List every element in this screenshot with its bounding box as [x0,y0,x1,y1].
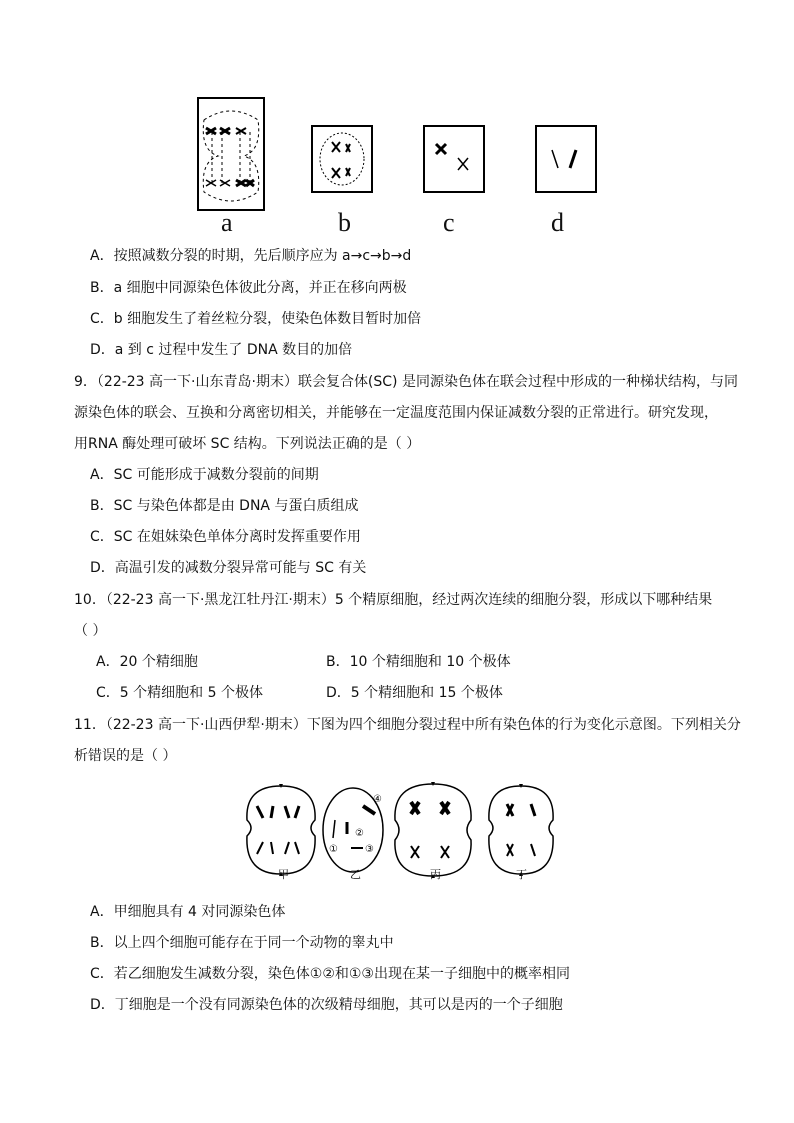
figure-label-d: d [551,208,564,237]
caption-ding: 丁 [516,868,527,881]
q10-option-d: D．5 个精细胞和 15 个极体 [326,685,503,701]
marker-3: ③ [365,844,374,855]
caption-jia: 甲 [278,868,289,881]
q11-stem-line1: 11．（22-23 高一下·山西伊犁·期末）下图为四个细胞分裂过程中所有染色体的行为变化示意图。下列相关分 [74,717,741,733]
caption-yi: 乙 [350,868,361,881]
q8-cell-figure [190,92,600,237]
q10-stem-line2: （ ） [74,623,107,639]
q10-option-c: C．5 个精细胞和 5 个极体 [96,685,263,701]
cell-b-drawing [312,126,372,192]
q11-option-b: B．以上四个细胞可能存在于同一个动物的睾丸中 [90,935,394,951]
q8-option-b: B．a 细胞中同源染色体彼此分离，并正在移向两极 [90,280,407,296]
q9-stem-line1: 9．（22-23 高一下·山东青岛·期末）联会复合体(SC) 是同源染色体在联会过程中形成的一种梯状结构，与同 [74,374,738,390]
cell-bing-drawing [395,782,471,878]
figure-label-a: a [221,208,233,237]
q11-option-d: D．丁细胞是一个没有同源染色体的次级精母细胞，其可以是丙的一个子细胞 [90,997,563,1013]
marker-1: ① [329,844,338,855]
marker-4: ④ [373,794,382,805]
q11-option-a: A．甲细胞具有 4 对同源染色体 [90,904,286,920]
cell-ding-drawing [489,784,553,876]
q9-option-d: D．高温引发的减数分裂异常可能与 SC 有关 [90,560,367,576]
marker-2: ② [355,828,364,839]
q9-stem-line3: 用RNA 酶处理可破坏 SC 结构。下列说法正确的是（ ） [74,436,421,452]
q9-option-b: B．SC 与染色体都是由 DNA 与蛋白质组成 [90,498,359,514]
q9-stem-line2: 源染色体的联会、互换和分离密切相关，并能够在一定温度范围内保证减数分裂的正常进行。研究发现， [74,405,718,421]
q11-stem-line2: 析错误的是（ ） [74,748,177,764]
q8-option-c: C．b 细胞发生了着丝粒分裂，使染色体数目暂时加倍 [90,311,422,327]
q10-stem-line1: 10．（22-23 高一下·黑龙江牡丹江·期末）5 个精原细胞，经过两次连续的细胞分裂，形成以下哪种结果 [74,592,713,608]
q11-option-c: C．若乙细胞发生减数分裂，染色体①②和①③出现在某一子细胞中的概率相同 [90,966,570,982]
cell-c-drawing [424,126,484,192]
figure-label-c: c [443,208,455,237]
cell-a-drawing [198,98,264,210]
caption-bing: 丙 [430,868,441,881]
cell-d-drawing [536,126,596,192]
q9-option-a: A．SC 可能形成于减数分裂前的间期 [90,467,319,483]
cell-jia-drawing [247,784,315,876]
q10-option-a: A．20 个精细胞 [96,654,198,670]
q9-option-c: C．SC 在姐妹染色单体分离时发挥重要作用 [90,529,361,545]
q8-option-d: D．a 到 c 过程中发生了 DNA 数目的加倍 [90,342,353,358]
q11-cell-figure [243,780,558,880]
q8-option-a: A．按照减数分裂的时期，先后顺序应为 a→c→b→d [90,248,412,264]
q10-option-b: B．10 个精细胞和 10 个极体 [326,654,511,670]
figure-label-b: b [338,208,351,237]
